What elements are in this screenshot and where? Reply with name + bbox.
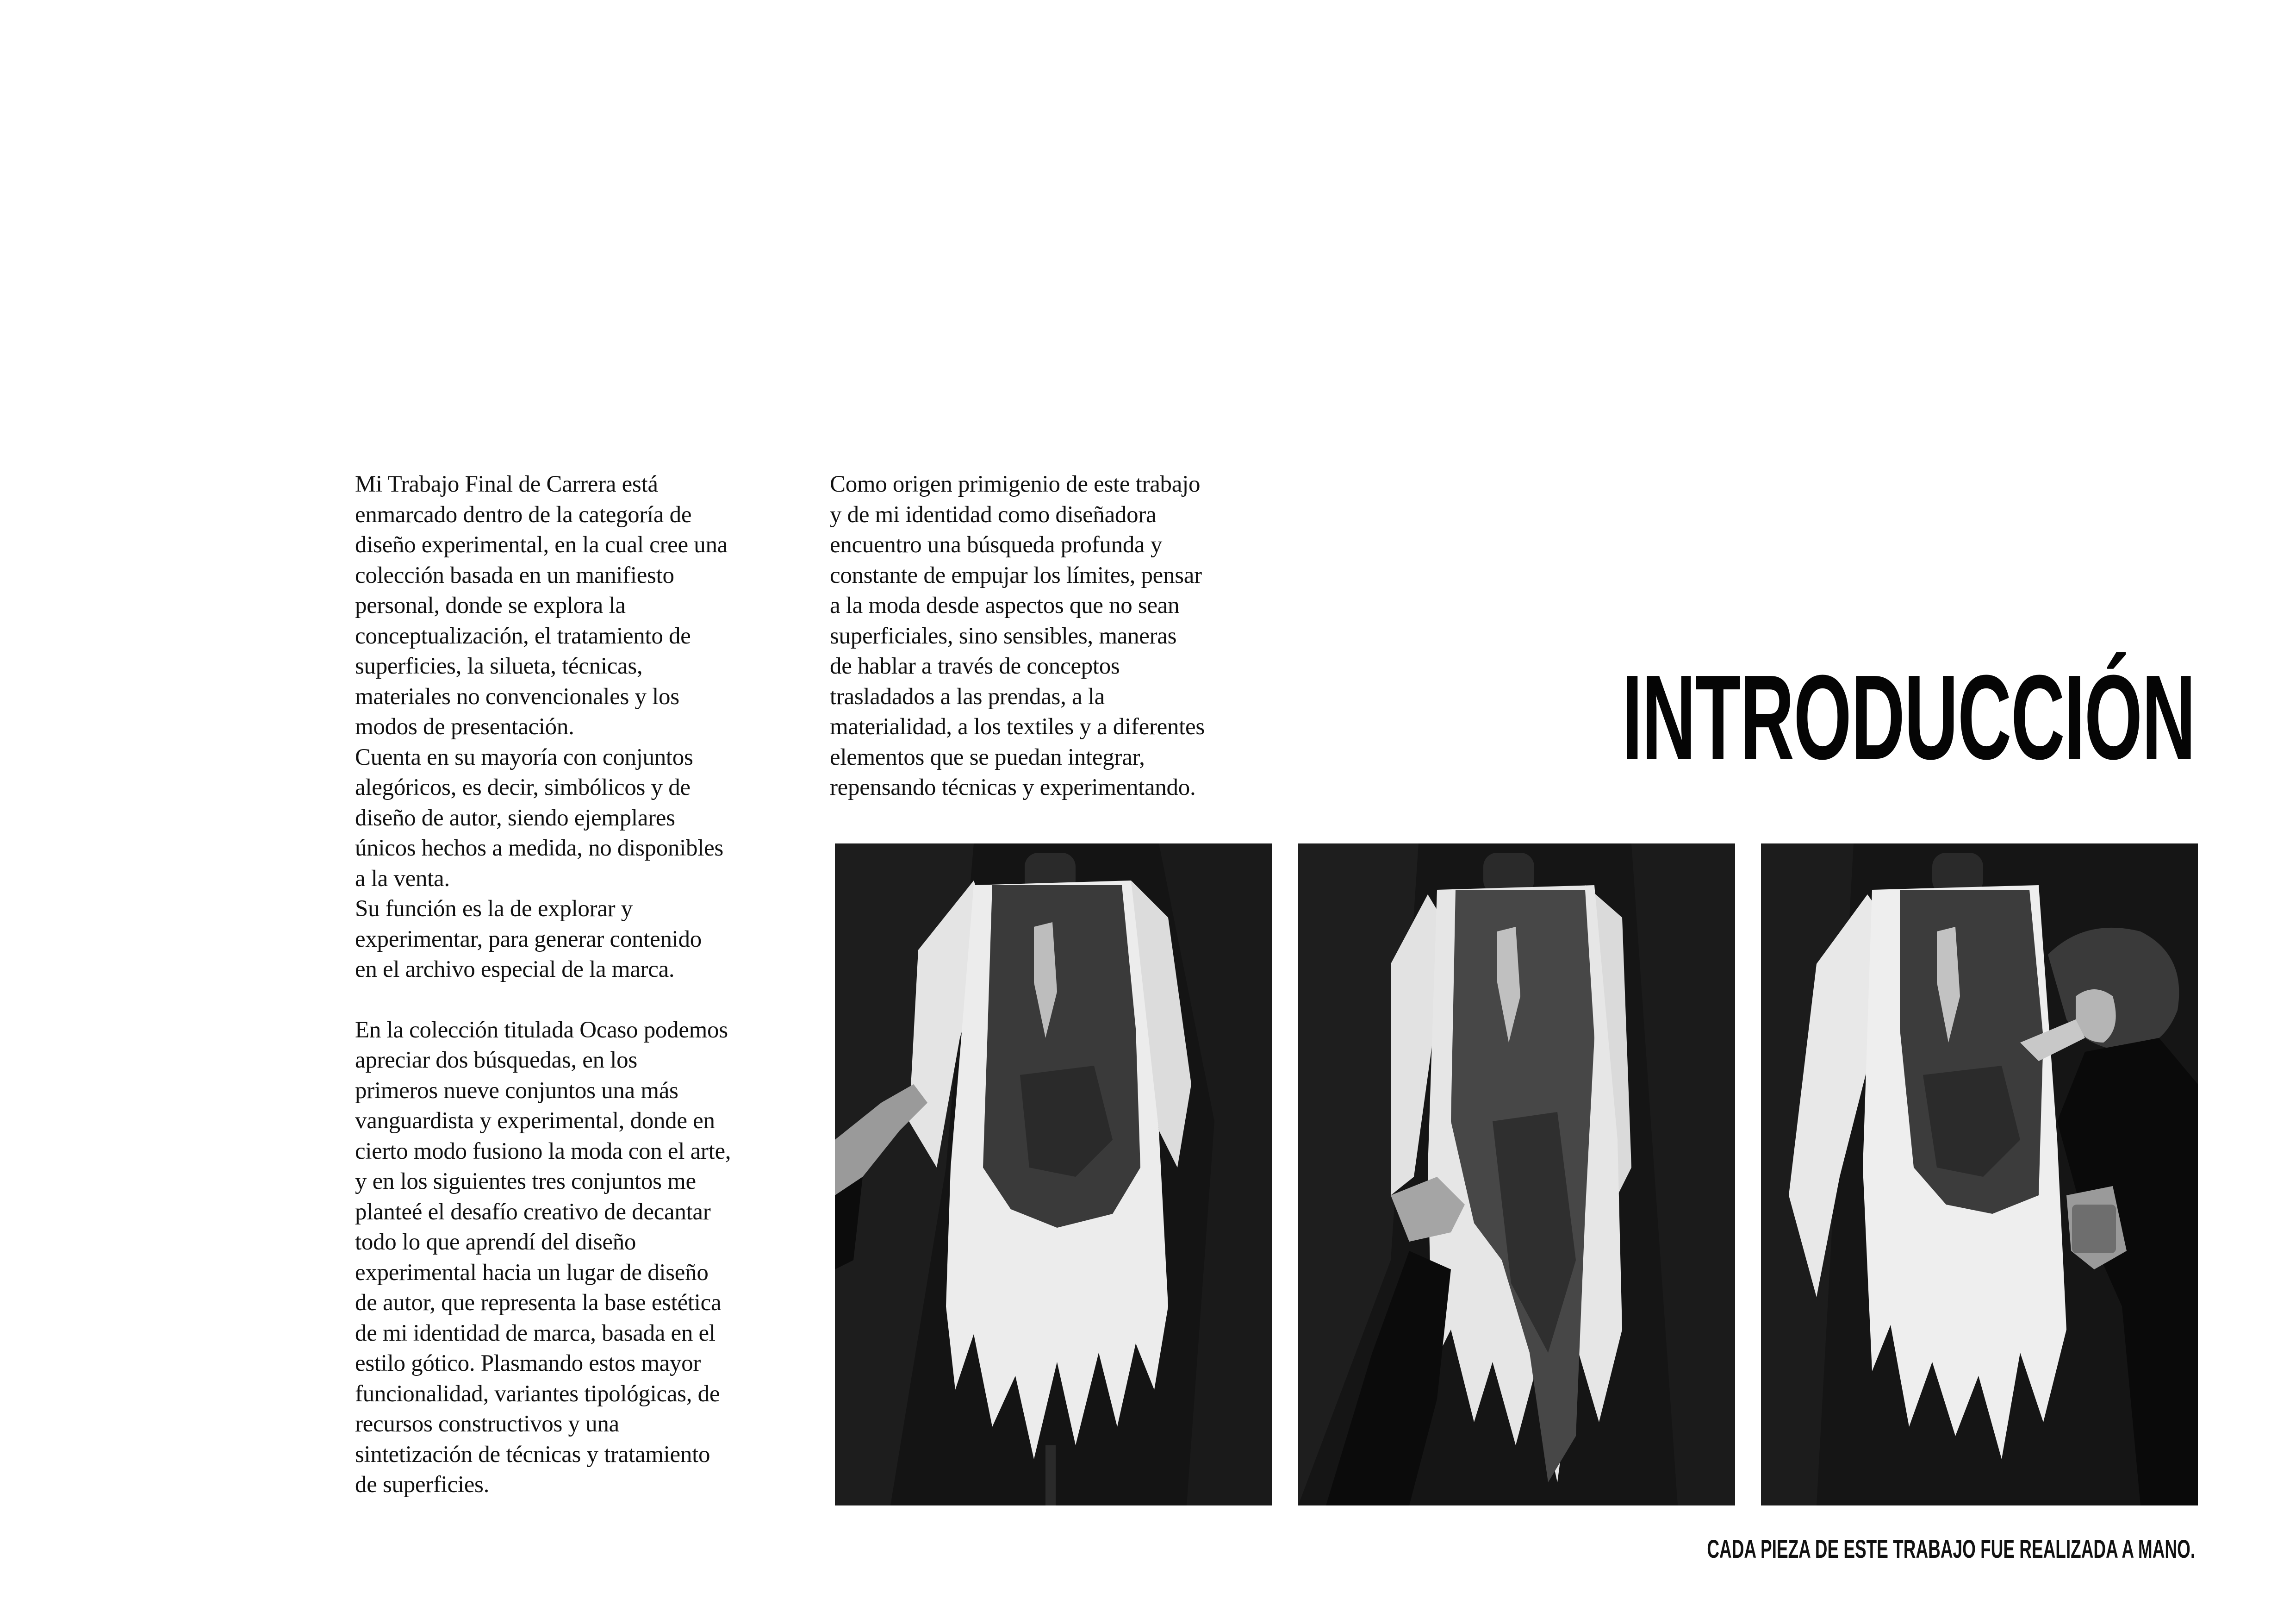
intro-paragraph-2: En la colección titulada Ocaso podemos apreciar dos búsquedas, en los primeros nueve conjuntos una más vanguardista y experimental, donde en cierto modo fusiono la moda con el arte, y en los siguientes tres conjuntos me planteé el desafío creativo de decantar todo lo que aprendí del diseño experimental hacia un lugar de diseño de autor, que representa la base estética de mi identidad de marca, basada en el estilo gótico. Plasmando estos mayor funcionalidad, variantes tipológicas, de recursos constructivos y una sintetización de técnicas y tratamiento de superficies.: [355, 1017, 731, 1498]
garment-photo-3: [1761, 843, 2198, 1505]
paragraph-spacer: [355, 985, 809, 1015]
intro-paragraph-3: Como origen primigenio de este trabajo y de mi identidad como diseñadora encuentro una búsqueda profunda y constante de empujar los límites, pensar a la moda desde aspectos que no sean superficiales, sino sensibles, maneras de hablar a través de conceptos trasladados a las prendas, a la materialidad, a los textiles y a diferentes elementos que se puedan integrar, repensando técnicas y experimentando.: [830, 471, 1205, 800]
intro-text-column-left: [355, 469, 809, 1500]
garment-photo-3-image: [1761, 843, 2198, 1505]
intro-paragraph-1: Mi Trabajo Final de Carrera está enmarcado dentro de la categoría de diseño experimental, en la cual cree una colección basada en un manifiesto personal, donde se explora la conceptualización, el tratamiento de superficies, la silueta, técnicas, materiales no convencionales y los modos de presentación. Cuenta en su mayoría con conjuntos alegóricos, es decir, simbólicos y de diseño de autor, siendo ejemplares únicos hechos a medida, no disponibles a la venta. Su función es la de explorar y experimentar, para generar contenido en el archivo especial de la marca.: [355, 471, 728, 982]
garment-photo-1-image: [835, 843, 1272, 1505]
handmade-caption: CADA PIEZA DE ESTE TRABAJO FUE REALIZADA A MANO.: [1707, 1534, 2195, 1563]
garment-photo-1: [835, 843, 1272, 1505]
garment-photo-2-image: [1298, 843, 1735, 1505]
garment-photo-2: [1298, 843, 1735, 1505]
intro-text-column-middle: [830, 469, 1293, 803]
page-title: INTRODUCCIÓN: [1622, 650, 2195, 785]
